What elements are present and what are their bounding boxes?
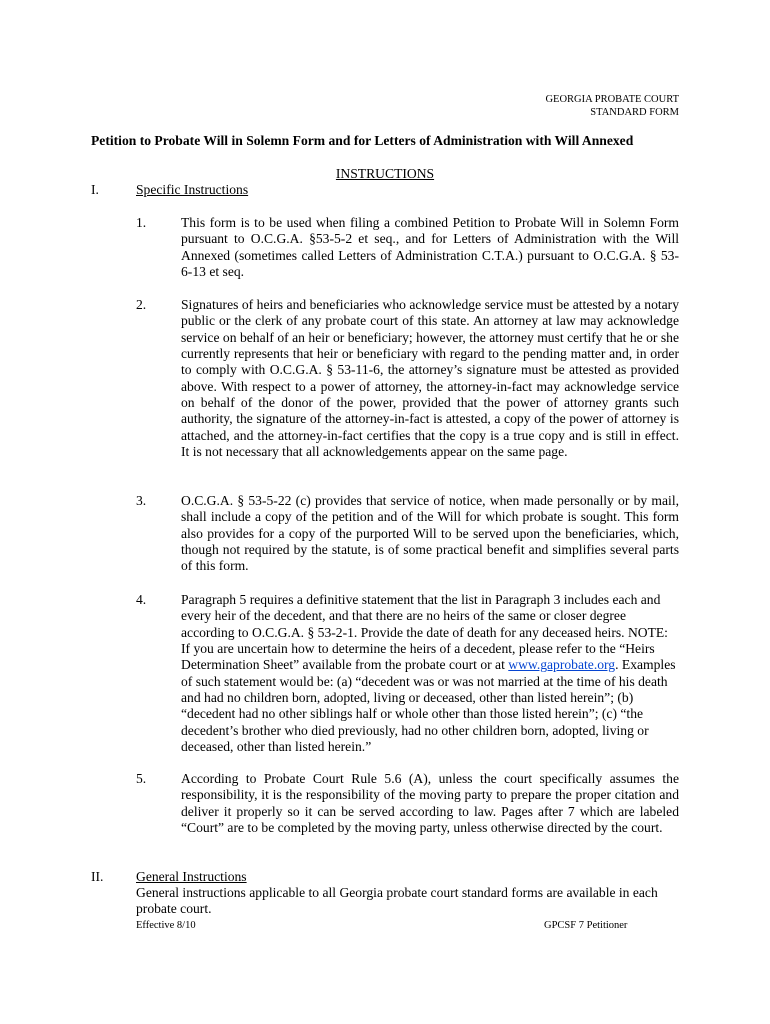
section-2-title: General Instructions [136,869,247,884]
item-4-number: 4. [136,592,147,607]
court-name: GEORGIA PROBATE COURT [545,94,679,105]
section-2-number: II. [91,869,104,884]
item-4-text-after: . Examples of such statement would be: (a) “decedent was or was not married at the time of his death and had no children born, adopted, living or deceased, other than listed herein”; (b) “decedent had no other siblings half or whole other than those listed herein”; (c) “the decedent’s brother who died previously, had no other children born, adopted, living or deceased, other than listed herein.” [181,657,676,755]
item-2-text: Signatures of heirs and beneficiaries who acknowledge service must be attested by a notary public or the clerk of any probate court of this state. An attorney at law may acknowledge service on behalf of an heir or beneficiary; however, the attorney must certify that he or she currently represents that heir or beneficiary with regard to the pending matter and, in order to comply with O.C.G.A. § 53-11-6, the attorney’s signature must be attested as provided above. With respect to a power of attorney, the attorney-in-fact may acknowledge service on behalf of the donor of the power, provided that the power of attorney grants such authority, the signature of the attorney-in-fact is attested, a copy of the power of attorney is attached, and the attorney-in-fact certifies that the copy is a true copy and is still in effect. It is not necessary that all acknowledgements appear on the same page. [181,297,679,460]
page-title: Petition to Probate Will in Solemn Form and for Letters of Administration with Will Annexed [91,133,634,148]
footer-effective-date: Effective 8/10 [136,920,196,931]
section-1-number: I. [91,182,99,197]
item-2-number: 2. [136,297,147,312]
section-2-text: General instructions applicable to all Georgia probate court standard forms are available in each probate court. [136,885,658,917]
item-3-number: 3. [136,493,147,508]
item-4-text [181,592,679,755]
footer-form-id: GPCSF 7 Petitioner [544,920,628,931]
section-1-title: Specific Instructions [136,182,249,197]
item-5-text: According to Probate Court Rule 5.6 (A), unless the court specifically assumes the responsibility, it is the responsibility of the moving party to prepare the proper citation and deliver it properly so it can be served according to law. Pages after 7 which are labeled “Court” are to be completed by the moving party, unless otherwise directed by the court. [181,771,679,836]
gaprobate-link[interactable]: www.gaprobate.org [508,657,616,673]
form-type: STANDARD FORM [590,107,679,118]
item-4-text-before: Paragraph 5 requires a definitive statement that the list in Paragraph 3 includes each and every heir of the decedent, and that there are no heirs of the same or closer degree according to O.C.G.A. § 53-2-1. Provide the date of death for any deceased heirs. NOTE: If you are uncertain how to determine the heirs of a decedent, please refer to the “Heirs Determination Sheet” available from the probate court or at [181,592,668,673]
court-header [545,93,679,119]
item-3-text: O.C.G.A. § 53-5-22 (c) provides that service of notice, when made personally or by mail, shall include a copy of the petition and of the Will for which probate is sought. This form also provides for a copy of the purported Will to be served upon the beneficiaries, which, though not required by the statute, is of some practical benefit and simplifies several parts of this form. [181,493,679,574]
item-5-number: 5. [136,771,147,786]
instructions-heading: INSTRUCTIONS [335,166,435,181]
item-1-number: 1. [136,215,147,230]
item-1-text: This form is to be used when filing a combined Petition to Probate Will in Solemn Form pursuant to O.C.G.A. §53-5-2 et seq., and for Letters of Administration with the Will Annexed (sometimes called Letters of Administration C.T.A.) pursuant to O.C.G.A. § 53-6-13 et seq. [181,215,679,280]
